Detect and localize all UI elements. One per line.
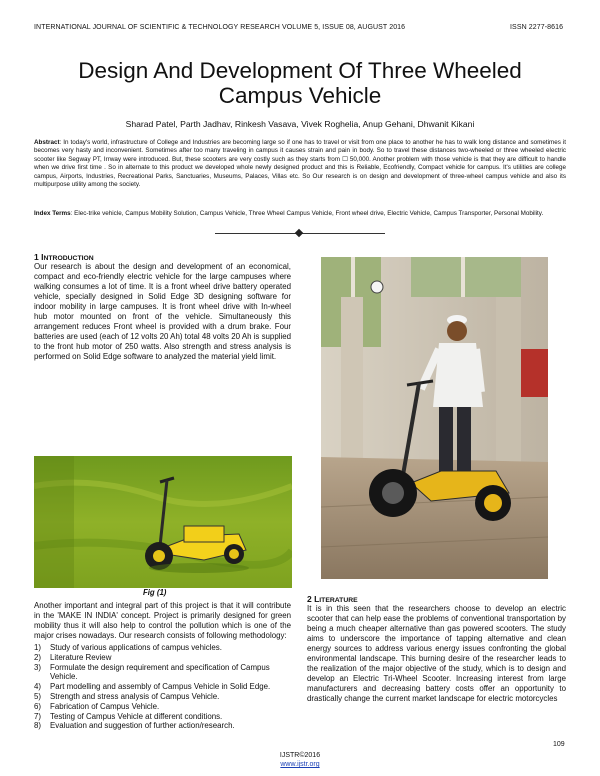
author-list: Sharad Patel, Parth Jadhav, Rinkesh Vasava, Vivek Roghelia, Anup Gehani, Dhwanit Kikani: [125, 119, 475, 129]
running-header-journal: INTERNATIONAL JOURNAL OF SCIENTIFIC & TECHNOLOGY RESEARCH VOLUME 5, ISSUE 08, AUGUST 2016: [34, 24, 406, 31]
list-item: 7) Testing of Campus Vehicle at different conditions.: [34, 711, 223, 721]
intro-paragraph-2: Another important and integral part of this project is that it will contribute in the 'MAKE IN INDIA' concept. Project is primarily designed for green mobility thus it will also help to control the pollution which is one of the major crises nowadays. Our research consists of following methodology:: [34, 601, 291, 641]
index-terms: [34, 210, 566, 218]
separator-diamond-icon: [295, 229, 303, 237]
section-number: 1: [34, 252, 42, 262]
list-item: 4) Part modelling and assembly of Campus Vehicle in Solid Edge.: [34, 682, 271, 692]
figure-1-photo: [34, 456, 292, 588]
literature-paragraph: It is in this seen that the researchers choose to develop an electric scooter that can help ease the problems of conventional transportation by being a much cheaper alternative than gas powered scooters. The study aims to underscore the importance of tapping alternative and clean energy sources to address various energy issues confronting the global environmental landscape. This burning desire of the researcher leads to the realization of the major objective of the study, which is to design and develop an Electric Tri-Wheel Scooter. Increasing interest from large manufacturers and decreasing battery costs offer an opportunity to drastically change the current market landscape for electric motorcycles: [307, 604, 566, 704]
abstract-text: : In today's world, infrastructure of College and Industries are becoming large so if one has to travel or visit from one place to another he has to walk long distance and sometimes it becomes very hasty and inconvenient. Sometimes after too many traveling in campus it causes strain and pain in body. So to travel these distances two-wheeled or three wheeled electric scooter like Segway PT, Irrway were introduced. But, these scooters are very costly such as they starts from ☐ 50,000. Another problem with those vehicle is that they are difficult to handle when we drive first time . So in alternate to this product we developed whole newly designed product and this is Reliable, Ecofriendly, Compact vehicle for campus. It's utilities are college campus, Airports, Industries, Recreational Parks, Sanctuaries, Museums, Palaces, Villas etc. So Our research is on design and development of three-wheel campus vehicle and also its multipurpose utility among the society.: [34, 139, 566, 189]
running-header-issn: ISSN 2277-8616: [510, 24, 564, 31]
section-heading-cap: I: [41, 252, 44, 262]
section-heading-introduction: [34, 252, 94, 262]
paper-title: [30, 58, 570, 108]
page-number: 109: [553, 741, 565, 748]
list-item: 3) Formulate the design requirement and specification of Campus Vehicle.: [34, 662, 270, 682]
intro-paragraph-1: Our research is about the design and development of an economical, compact and eco-friendly electric vehicle for the large campuses where walking consumes a lot of time. It is a front wheel drive battery operated vehicle, specially designed in Solid Edge 3D designing software for indoor mobility in large campuses. It is front wheel drive with In-wheel hub motor mounted on front of the vehicle. Simultaneously this arrangement reduces Front wheel is provided with a drum brake. Four batteries are used (each of 12 volts 20 Ah) total 48 volts 20 Ah is supplied to the front hub motor of 250 watts. Also strength and stress analysis is performed on Solid Edge software to analyzed the material yield limit.: [34, 262, 291, 362]
list-item: 2) Literature Review: [34, 652, 112, 662]
footer-copyright: IJSTR©2016: [279, 752, 321, 759]
figure-1-caption: Fig (1): [143, 588, 167, 597]
section-heading-literature: [307, 594, 358, 604]
methodology-list: [34, 643, 291, 731]
section-heading-rest: NTRODUCTION: [43, 255, 94, 262]
section-heading-rest: ITERATURE: [319, 597, 358, 604]
footer-url-container: [250, 761, 350, 768]
abstract: [34, 139, 566, 189]
figure-2-photo: [321, 257, 548, 579]
list-item: 1) Study of various applications of campus vehicles.: [34, 643, 222, 652]
paper-title-line2: Campus Vehicle: [218, 83, 382, 108]
section-number: 2: [307, 594, 315, 604]
list-item: 6) Fabrication of Campus Vehicle.: [34, 701, 160, 711]
paper-title-line1: Design And Development Of Three Wheeled: [78, 58, 522, 83]
index-terms-text: : Elec-trike vehicle, Campus Mobility Solution, Campus Vehicle, Three Wheel Campus Vehicle, Front wheel drive, Electric Vehicle, Campus Transporter, Personal Mobility.: [70, 210, 544, 217]
abstract-label: Abstract: [34, 139, 60, 146]
footer-url-link[interactable]: www.ijstr.org: [280, 761, 320, 768]
section-heading-cap: L: [314, 594, 320, 604]
index-terms-label: Index Terms: [34, 210, 71, 217]
man-on-scooter-illustration: [321, 257, 548, 579]
list-item: 5) Strength and stress analysis of Campus Vehicle.: [34, 691, 220, 701]
list-item: 8) Evaluation and suggestion of further action/research.: [34, 721, 235, 731]
scooter-on-lawn-illustration: [34, 456, 292, 588]
